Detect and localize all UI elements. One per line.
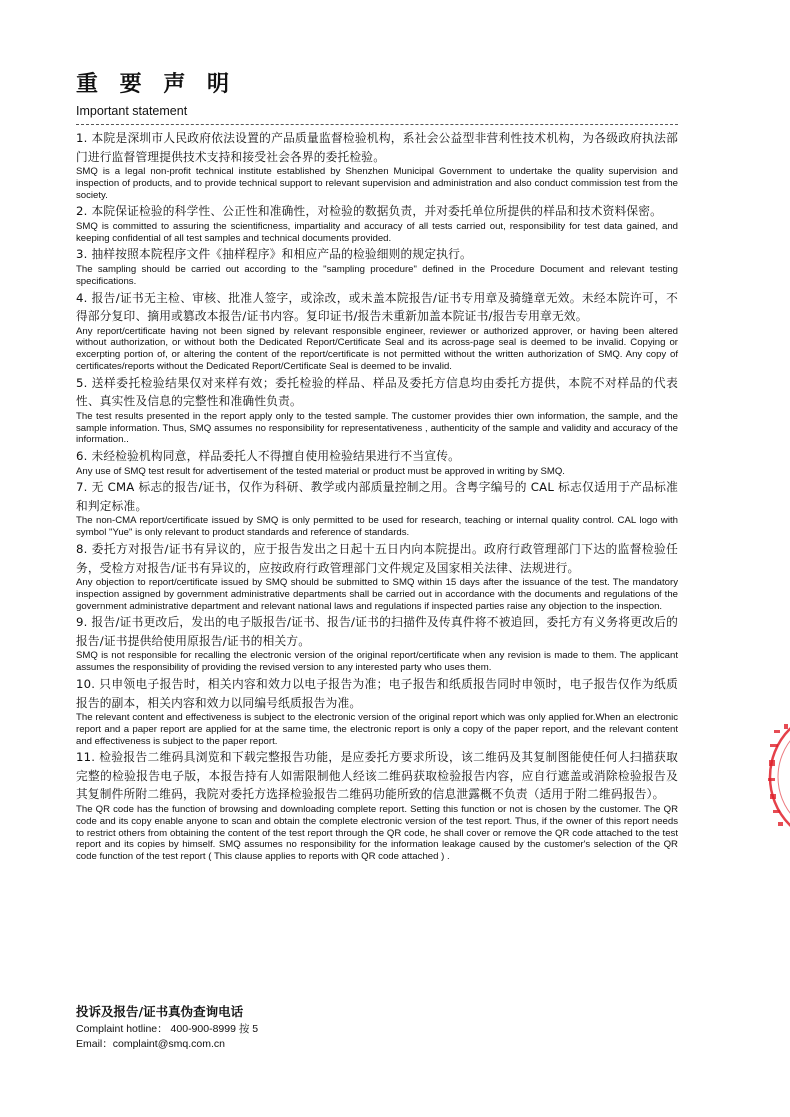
contact-footer [76,1002,678,1052]
statement-item [76,540,678,612]
dashed-divider [76,124,678,125]
statement-zh: 6. 未经检验机构同意，样品委托人不得擅自使用检验结果进行不当宣传。 [76,449,460,464]
statement-zh: 5. 送样委托检验结果仅对来样有效；委托检验的样品、样品及委托方信息均由委托方提供，本院不对样品的代表性、真实性及信息的完整性和准确性负责。 [76,375,678,409]
statement-en: The non-CMA report/certificate issued by SMQ is only permitted to be used for research, teaching or internal quality control. CAL logo with symbol "Yue" is only relevant to product standards and reference of standards. [76,515,678,539]
statement-en: The sampling should be carried out according to the "sampling procedure" defined in the Procedure Document and relevant testing specifications. [76,263,678,287]
statement-en: SMQ is not responsible for recalling the electronic version of the original report/certificate when any revision is made to them. The applicant assumes the responsibility of providing the revised version to any interested party who uses them. [76,650,678,674]
statement-page [76,70,678,864]
statement-zh: 4. 报告/证书无主检、审核、批准人签字，或涂改，或未盖本院报告/证书专用章及骑缝章无效。未经本院许可，不得部分复印、摘用或篡改本报告/证书内容。复印证书/报告未重新加盖本院证书/报告专用章无效。 [76,290,678,324]
statement-en: SMQ is a legal non-profit technical institute established by Shenzhen Municipal Government to undertake the quality supervision and inspection of products, and to provide technical support to relevant supervision and administration and also conduct commission test from the society. [76,166,678,201]
statement-en: The test results presented in the report apply only to the tested sample. The customer provides thier own information, the sample, and the sample information. Thus, SMQ assumes no responsibility for representativeness , authenticity of the sample and validity and accuracy of the information.. [76,410,678,446]
page-title: 重 要 声 明 [76,72,236,97]
statement-item [76,675,678,747]
statement-item [76,478,678,539]
statement-item [76,374,678,446]
footer-title: 投诉及报告/证书真伪查询电话 [76,1004,244,1019]
statement-en: Any objection to report/certificate issued by SMQ should be submitted to SMQ within 15 days after the issuance of the test. The mandatory inspection assigned by government administrative departments shall be carried out in accordance with the documents and regulations of the government administrative department and relevant national laws and regulations if inspected parties raise any objection to the inspection. [76,577,678,612]
statement-en: The relevant content and effectiveness is subject to the electronic version of the original report which was only applied for.When an electronic report and a paper report are applied for at the same time, the electronic report is only a copy of the paper report, and the relevant content and effectiveness is subject to the paper report. [76,712,678,747]
statement-en: Any use of SMQ test result for advertisement of the tested material or product must be approved in writing by SMQ. [76,465,565,477]
statement-item [76,289,678,373]
statement-en: SMQ is committed to assuring the scientificness, impartiality and accuracy of all tests carried out, responsibility for test data gained, and keeping confidential of all test samples and technical documents provided. [76,220,678,244]
statement-zh: 11. 检验报告二维码具浏览和下载完整报告功能，是应委托方要求所设，该二维码及其复制图能使任何人扫描获取完整的检验报告电子版，本报告持有人如需限制他人经该二维码获取检验报告内容，应自行遮盖或消除检验报告及其复制件所附二维码，我院对委托方选择检验报告二维码功能所致的信息泄露概不负责（适用于附二维码报告）。 [76,750,678,802]
statement-zh: 7. 无 CMA 标志的报告/证书，仅作为科研、教学或内部质量控制之用。含粤字编号的 CAL 标志仅适用于产品标准和判定标准。 [76,480,678,513]
statement-zh: 2. 本院保证检验的科学性、公正性和准确性，对检验的数据负责，并对委托单位所提供的样品和技术资料保密。 [76,204,663,219]
statement-item [76,202,678,244]
statement-list [76,129,678,863]
statement-en: Any report/certificate having not been signed by relevant responsible engineer, reviewer or authorized approver, or having been altered without authorization, or without both the Dedicated Report/Certificate Seal and its across-page seal is deemed to be invalid. Copying or excerpting portion of, or altering the content of the report/certificate is not permitted without the written authorization of SMQ. Any copy of certificates/reports without the Dedicated Report/Certificate Seal is deemed to be invalid. [76,325,678,372]
statement-zh: 8. 委托方对报告/证书有异议的，应于报告发出之日起十五日内向本院提出。政府行政管理部门下达的监督检验任务，受检方对报告/证书有异议的，应按政府行政管理部门文件规定及国家相关法律、法规进行。 [76,542,678,575]
statement-en: The QR code has the function of browsing and downloading complete report. Setting this function or not is chosen by the customer. The QR code and its copy enable anyone to scan and obtain the complete electronic version of the test report. Thus, if the owner of this report needs to restrict others from obtaining the content of the test report through the QR code, he shall cover or remove the QR code attached to the test report and its copies by himself. SMQ assumes no responsibility for the information leakage caused by the customer's selection of the QR code function of the test report ( This clause applies to reports with QR code attached ) . [76,803,678,863]
red-seal-stamp [760,702,790,852]
statement-zh: 1. 本院是深圳市人民政府依法设置的产品质量监督检验机构，系社会公益型非营利性技术机构，为各级政府执法部门进行监督管理提供技术支持和接受社会各界的委托检验。 [76,131,678,164]
statement-item [76,447,678,477]
statement-item [76,245,678,287]
statement-item [76,748,678,862]
statement-item [76,613,678,674]
statement-zh: 3. 抽样按照本院程序文件《抽样程序》和相应产品的检验细则的规定执行。 [76,247,472,262]
statement-zh: 9. 报告/证书更改后，发出的电子版报告/证书、报告/证书的扫描件及传真件将不被追回，委托方有义务将更改后的报告/证书提供给使用原报告/证书的相关方。 [76,615,678,648]
statement-zh: 10. 只申领电子报告时，相关内容和效力以电子报告为准；电子报告和纸质报告同时申领时，电子报告仅作为纸质报告的副本，相关内容和效力以同编号纸质报告为准。 [76,677,678,710]
complaint-email: Email：complaint@smq.com.cn [76,1038,225,1050]
complaint-hotline: Complaint hotline： 400-900-8999 按 5 [76,1023,259,1035]
statement-item [76,129,678,201]
page-subtitle: Important statement [76,104,188,118]
